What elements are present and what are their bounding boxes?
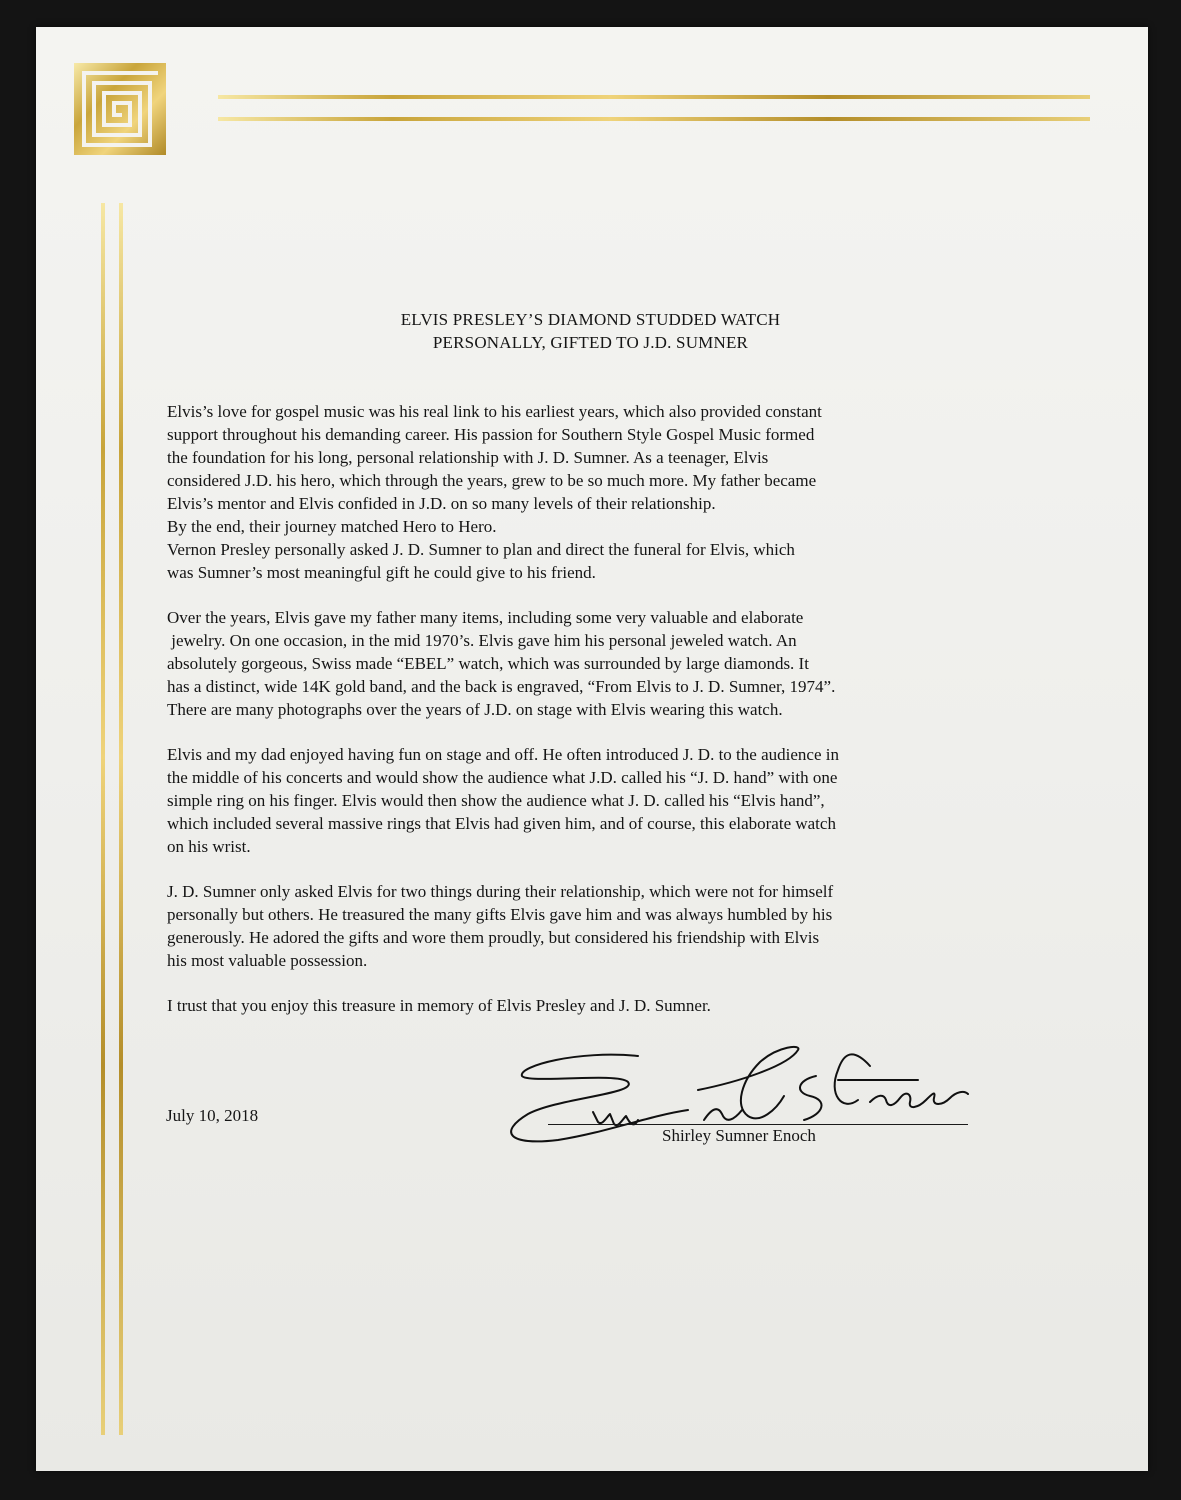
text-line: absolutely gorgeous, Swiss made “EBEL” watch, which was surrounded by large diamonds. It (167, 654, 809, 673)
text-line: support throughout his demanding career. His passion for Southern Style Gospel Music formed (167, 425, 815, 444)
text-line: Vernon Presley personally asked J. D. Sumner to plan and direct the funeral for Elvis, which (167, 540, 795, 559)
letter-body (167, 400, 967, 1039)
text-line: generously. He adored the gifts and wore them proudly, but considered his friendship with Elvis (167, 928, 820, 947)
text-line: simple ring on his finger. Elvis would then show the audience what J. D. called his “Elvis hand”, (167, 791, 825, 810)
letter-date: July 10, 2018 (166, 1106, 259, 1125)
paragraph-1 (167, 400, 967, 584)
text-line: jewelry. On one occasion, in the mid 1970’s. Elvis gave him his personal jeweled watch. An (167, 631, 797, 650)
paragraph-2 (167, 606, 967, 721)
text-line: Elvis and my dad enjoyed having fun on stage and off. He often introduced J. D. to the audience in (167, 745, 839, 764)
gold-rule-right (119, 203, 123, 1435)
signature-line (548, 1124, 968, 1125)
text-line: Elvis’s love for gospel music was his real link to his earliest years, which also provided constant (167, 402, 822, 421)
text-line: the foundation for his long, personal relationship with J. D. Sumner. As a teenager, Elvis (167, 448, 769, 467)
text-line: considered J.D. his hero, which through the years, grew to be so much more. My father became (167, 471, 817, 490)
paragraph-5 (167, 994, 967, 1017)
text-line: was Sumner’s most meaningful gift he could give to his friend. (167, 563, 596, 582)
text-line: the middle of his concerts and would show the audience what J.D. called his “J. D. hand” with one (167, 768, 838, 787)
text-line: There are many photographs over the years of J.D. on stage with Elvis wearing this watch. (167, 700, 783, 719)
gold-rule-left (101, 203, 105, 1435)
text-line: personally but others. He treasured the many gifts Elvis gave him and was always humbled by his (167, 905, 833, 924)
text-line: his most valuable possession. (167, 951, 368, 970)
text-line: Elvis’s mentor and Elvis confided in J.D. on so many levels of their relationship. (167, 494, 716, 513)
text-line: has a distinct, wide 14K gold band, and the back is engraved, “From Elvis to J. D. Sumner, 1974”. (167, 677, 836, 696)
gold-rule-top (218, 95, 1090, 99)
gold-rule-second (218, 117, 1090, 121)
paragraph-3 (167, 743, 967, 858)
document-title-line2: PERSONALLY, GIFTED TO J.D. SUMNER (432, 333, 749, 352)
text-line: on his wrist. (167, 837, 251, 856)
text-line: Over the years, Elvis gave my father many items, including some very valuable and elaborate (167, 608, 804, 627)
text-line: By the end, their journey matched Hero to Hero. (167, 517, 497, 536)
text-line: I trust that you enjoy this treasure in memory of Elvis Presley and J. D. Sumner. (167, 996, 711, 1015)
text-line: J. D. Sumner only asked Elvis for two things during their relationship, which were not for himself (167, 882, 834, 901)
signer-name: Shirley Sumner Enoch (662, 1126, 816, 1145)
paragraph-4 (167, 880, 967, 972)
square-spiral-logo-icon (74, 63, 166, 155)
text-line: which included several massive rings that Elvis had given him, and of course, this elaborate watch (167, 814, 836, 833)
document-title-line1: ELVIS PRESLEY’S DIAMOND STUDDED WATCH (400, 310, 781, 329)
